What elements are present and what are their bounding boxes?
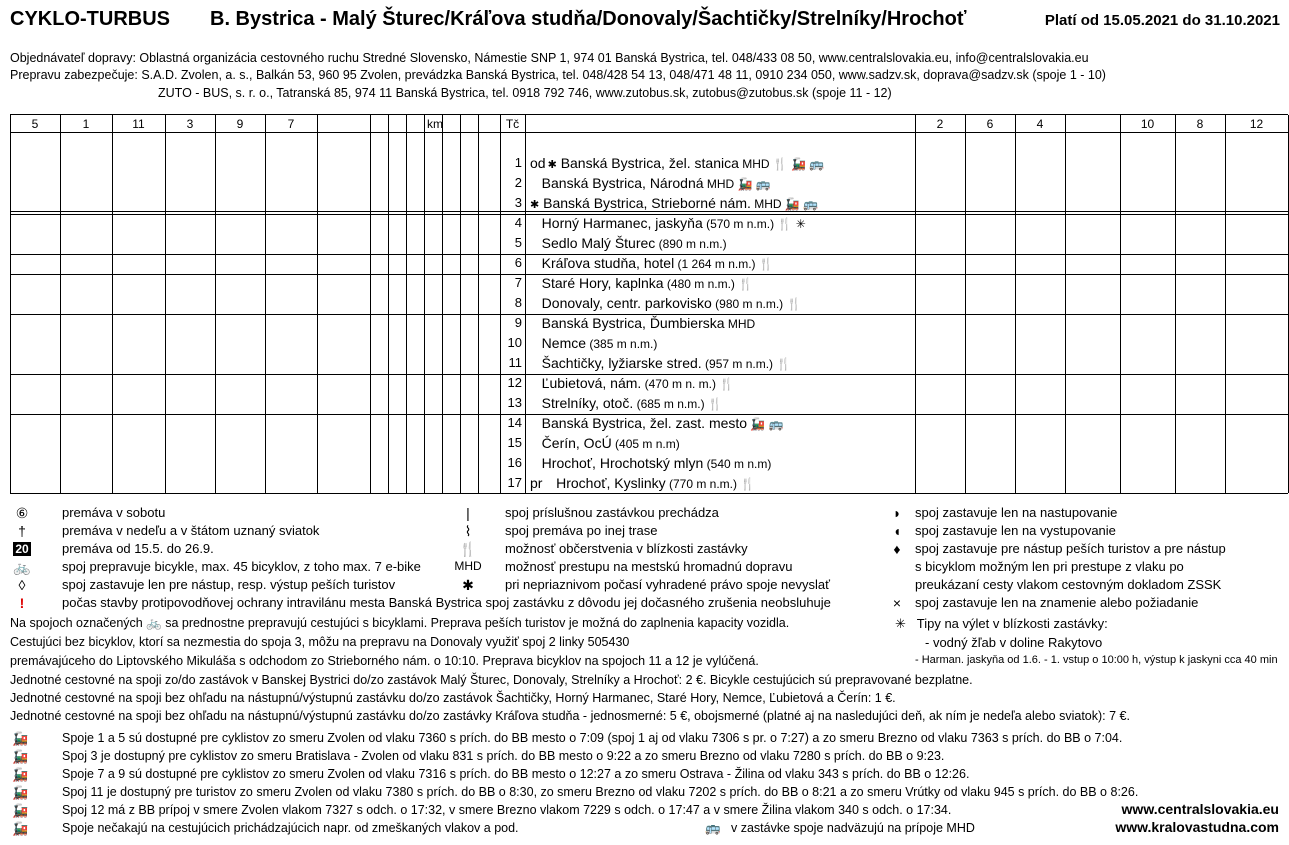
note-3: premávajúceho do Liptovského Mikuláša s odchodom zo Strieborného nám. o 10:10. Preprava bicyklov na spojoch 11 a 12 je vylúčená. xyxy=(10,654,759,668)
column-divider xyxy=(215,115,216,493)
legend-text: preukázaní cesty vlakom cestovným dokladom ZSSK xyxy=(915,577,1222,592)
stop-number: 12 xyxy=(507,375,522,390)
tc-divider xyxy=(525,115,526,493)
stop-number: 10 xyxy=(507,335,522,350)
tip-2: - Harman. jaskyňa od 1.6. - 1. vstup o 10:00 h, výstup k jaskyni cca 40 min xyxy=(915,654,1278,666)
legend-text: spoj príslušnou zastávkou prechádza xyxy=(505,505,719,520)
column-header: 12 xyxy=(1249,117,1264,131)
tc-header: Tč xyxy=(505,117,520,131)
train-note-1: Spoje 1 a 5 sú dostupné pre cyklistov zo smeru Zvolen od vlaku 7360 s prích. do BB mesto o 7:09 (spoj 1 aj od vlaku 7306 s pr. o 7:27) a zo smeru Brezno od vlaku 7363 s prích. do BB o 7:04. xyxy=(62,731,1123,745)
legend-symbol: ⌇ xyxy=(464,523,472,539)
legend-symbol: ♦ xyxy=(893,541,901,557)
train-icon: 🚂 xyxy=(12,803,29,818)
train-note-6: Spoje nečakajú na cestujúcich prichádzajúcich napr. od zmeškaných vlakov a pod. xyxy=(62,821,519,835)
validity-period: Platí od 15.05.2021 do 31.10.2021 xyxy=(1044,12,1280,29)
train-note-5: Spoj 12 má z BB prípoj v smere Zvolen vlakom 7327 s odch. o 17:32, v smere Brezno vlakom 7229 s odch. o 17:47 a v smere Žilina vlakom 340 s odch. o 17:34. xyxy=(62,803,952,817)
stop-name: Sedlo Malý Šturec (890 m n.m.) xyxy=(541,235,727,251)
column-header: 5 xyxy=(31,117,39,131)
website-link-1[interactable]: www.centralslovakia.eu xyxy=(1121,801,1279,817)
legend-symbol: MHD xyxy=(454,559,482,573)
column-divider xyxy=(112,115,113,493)
legend-text: spoj zastavuje len na nastupovanie xyxy=(915,505,1118,520)
stop-number: 6 xyxy=(514,255,522,270)
legend-symbol: × xyxy=(892,595,902,611)
column-divider xyxy=(1225,115,1226,493)
stop-name: Banská Bystrica, Národná MHD 🚂 🚌 xyxy=(541,175,771,191)
column-header: 10 xyxy=(1140,117,1155,131)
stop-number: 1 xyxy=(514,155,522,170)
stop-number: 13 xyxy=(507,395,522,410)
note-6: Jednotné cestovné na spoji bez ohľadu na nástupnú/výstupnú zastávku do/zo zastávky Kráľova studňa - jednosmerné: 5 €, obojsmerné (platné aj na nasledujúci deň, ak ním je nedeľa alebo sviatok): 7 €. xyxy=(10,709,1130,723)
column-header: 4 xyxy=(1036,117,1044,131)
orderer-info: Objednávateľ dopravy: Oblastná organizácia cestovného ruchu Stredné Slovensko, Námestie SNP 1, 974 01 Banská Bystrica, tel. 048/433 08 50, www.centralslovakia.eu, info@centralslovakia.eu xyxy=(10,51,1089,65)
km-divider xyxy=(478,115,479,493)
km-divider xyxy=(370,115,371,493)
legend-symbol: ◊ xyxy=(18,577,26,593)
column-header: 1 xyxy=(82,117,90,131)
stop-name: Hrochoť, Hrochotský mlyn (540 m n.m) xyxy=(541,455,772,471)
column-header: 2 xyxy=(936,117,944,131)
column-divider xyxy=(1120,115,1121,493)
operator-info: Prepravu zabezpečuje: S.A.D. Zvolen, a. s., Balkán 53, 960 95 Zvolen, prevádzka Banská Bystrica, tel. 048/428 54 13, 048/471 48 11, 0910 234 050, www.sadzv.sk, doprava@sadzv.sk (spoje 1 - 10) xyxy=(10,68,1106,82)
train-note-2: Spoj 3 je dostupný pre cyklistov zo smeru Bratislava - Zvolen od vlaku 831 s prích. do BB mesto o 9:22 a zo smeru Brezno od vlaku 7280 s prích. do BB o 9:23. xyxy=(62,749,945,763)
title-row xyxy=(10,8,1280,34)
column-header: 7 xyxy=(287,117,295,131)
column-header: 6 xyxy=(986,117,994,131)
header-separator xyxy=(10,132,1288,133)
stop-number: 16 xyxy=(507,455,522,470)
timetable xyxy=(10,114,1288,494)
stop-number: 15 xyxy=(507,435,522,450)
km-divider xyxy=(442,115,443,493)
legend-text: spoj zastavuje len na vystupovanie xyxy=(915,523,1116,538)
stop-name: Ľubietová, nám. (470 m n. m.) 🍴 xyxy=(541,375,735,391)
km-divider xyxy=(500,115,501,493)
legend-symbol: 20 xyxy=(15,542,29,556)
train-note-4: Spoj 11 je dostupný pre turistov zo smeru Zvolen od vlaku 7380 s prích. do BB o 8:30, zo smeru Brezno od vlaku 7202 s prích. do BB o 8:21 a zo smeru Vrútky od vlaku 945 s prích. do BB o 8:26. xyxy=(62,785,1139,799)
stop-name: Banská Bystrica, žel. zast. mesto 🚂 🚌 xyxy=(541,415,784,431)
stop-name: ✱ Banská Bystrica, Strieborné nám. MHD 🚂 🚌 xyxy=(530,195,819,211)
column-divider xyxy=(265,115,266,493)
column-header: 3 xyxy=(186,117,194,131)
legend-text: spoj zastavuje pre nástup peších turistov a pre nástup xyxy=(915,541,1226,556)
train-icon: 🚂 xyxy=(12,749,29,764)
stop-number: 4 xyxy=(514,215,522,230)
tips-title: ✳ Tipy na výlet v blízkosti zastávky: xyxy=(895,616,1108,631)
train-icon: 🚂 xyxy=(12,731,29,746)
km-divider xyxy=(406,115,407,493)
train-icon: 🚂 xyxy=(12,821,29,836)
train-note-3: Spoje 7 a 9 sú dostupné pre cyklistov zo smeru Zvolen od vlaku 7316 s prích. do BB mesto o 12:27 a zo smeru Ostrava - Žilina od vlaku 343 s prích. do BB o 12:26. xyxy=(62,767,970,781)
tip-1: - vodný žľab v doline Rakytovo xyxy=(925,635,1103,650)
stop-name: Nemce (385 m n.m.) xyxy=(541,335,658,351)
column-divider xyxy=(10,115,11,493)
note-5: Jednotné cestovné na spoji bez ohľadu na nástupnú/výstupnú zastávku do/zo zastávok Šachtičky, Horný Harmanec, Staré Hory, Nemce, Ľubietová a Čerín: 1 €. xyxy=(10,691,896,705)
note-2: Cestujúci bez bicyklov, ktorí sa nezmestia do spoja 3, môžu na prepravu na Donovaly využiť spoj 2 linky 505430 xyxy=(10,635,630,649)
stop-number: 5 xyxy=(514,235,522,250)
legend-text: spoj zastavuje len pre nástup, resp. výstup peších turistov xyxy=(62,577,396,592)
column-divider xyxy=(165,115,166,493)
stop-name: od ✱ Banská Bystrica, žel. stanica MHD 🍴 🚂 🚌 xyxy=(530,155,825,171)
legend-text: spoj premáva po inej trase xyxy=(505,523,658,538)
legend-symbol: ✱ xyxy=(462,577,474,593)
legend-text: možnosť prestupu na mestskú hromadnú dopravu xyxy=(505,559,793,574)
stop-number: 7 xyxy=(514,275,522,290)
stop-number: 3 xyxy=(514,195,522,210)
stop-number: 2 xyxy=(514,175,522,190)
column-divider xyxy=(1015,115,1016,493)
bus-icon: 🚌 xyxy=(705,821,721,835)
column-header: 11 xyxy=(132,117,145,131)
legend-symbol: ⑥ xyxy=(15,505,29,521)
stop-name: Donovaly, centr. parkovisko (980 m n.m.) 🍴 xyxy=(541,295,802,311)
stop-number: 9 xyxy=(514,315,522,330)
stop-name: Šachtičky, lyžiarske stred. (957 m n.m.) 🍴 xyxy=(541,355,792,371)
train-icon: 🚂 xyxy=(12,785,29,800)
legend-text: spoj prepravuje bicykle, max. 45 bicyklov, z toho max. 7 e-bike xyxy=(62,559,421,574)
stop-name: Čerín, OcÚ (405 m n.m) xyxy=(541,435,680,451)
km-divider xyxy=(388,115,389,493)
stop-number: 8 xyxy=(514,295,522,310)
stop-number: 14 xyxy=(507,415,522,430)
legend-symbol: ! xyxy=(19,595,25,611)
stop-number: 17 xyxy=(507,475,522,490)
stop-name: Strelníky, otoč. (685 m n.m.) 🍴 xyxy=(541,395,723,411)
stop-name: pr Hrochoť, Kyslinky (770 m n.m.) 🍴 xyxy=(530,475,756,491)
stop-name: Staré Hory, kaplnka (480 m n.m.) 🍴 xyxy=(541,275,754,291)
legend-symbol: 🚲 xyxy=(13,559,31,575)
column-divider xyxy=(1175,115,1176,493)
column-divider xyxy=(317,115,318,493)
route-title: B. Bystrica - Malý Šturec/Kráľova studňa/Donovaly/Šachtičky/Strelníky/Hrochoť xyxy=(210,8,967,30)
column-header: 9 xyxy=(236,117,244,131)
legend-text: premáva od 15.5. do 26.9. xyxy=(62,541,214,556)
legend-symbol: 🍴 xyxy=(459,541,477,557)
km-header: km xyxy=(427,117,443,131)
legend-text: s bicyklom možným len pri prestupe z vlaku po xyxy=(915,559,1184,574)
note-1: Na spojoch označených 🚲 sa prednostne prepravujú cestujúci s bicyklami. Preprava peších turistov je možná do zaplnenia kapacity vozidla. xyxy=(10,616,790,630)
note-4: Jednotné cestovné na spoji zo/do zastávok v Banskej Bystrici do/zo zastávok Malý Šturec, Donovaly, Strelníky a Hrochoť: 2 €. Bicykle cestujúcich sú prepravované bezplatne. xyxy=(10,673,973,687)
column-divider xyxy=(1065,115,1066,493)
km-divider xyxy=(460,115,461,493)
operator-info-2: ZUTO - BUS, s. r. o., Tatranská 85, 974 11 Banská Bystrica, tel. 0918 792 746, www.zutobus.sk, zutobus@zutobus.sk (spoje 11 - 12) xyxy=(158,86,892,100)
legend-text: premáva v sobotu xyxy=(62,505,166,520)
train-icon: 🚂 xyxy=(12,767,29,782)
stop-name: Kráľova studňa, hotel (1 264 m n.m.) 🍴 xyxy=(541,255,774,271)
legend-text: spoj zastavuje len na znamenie alebo požiadanie xyxy=(915,595,1199,610)
legend-text: premáva v nedeľu a v štátom uznaný sviatok xyxy=(62,523,320,538)
stop-name: Banská Bystrica, Ďumbierska MHD xyxy=(541,315,756,331)
website-link-2[interactable]: www.kralovastudna.com xyxy=(1115,819,1279,835)
legend-symbol: | xyxy=(466,505,470,521)
column-divider xyxy=(915,115,916,493)
column-header: 8 xyxy=(1196,117,1204,131)
mhd-note: 🚌 v zastávke spoje nadväzujú na prípoje MHD xyxy=(705,821,975,835)
column-divider xyxy=(60,115,61,493)
legend-symbol: ◖ xyxy=(892,523,902,539)
legend-symbol: ◗ xyxy=(892,505,902,521)
column-divider xyxy=(965,115,966,493)
km-divider xyxy=(424,115,425,493)
stop-name: Horný Harmanec, jaskyňa (570 m n.m.) 🍴 ✳ xyxy=(541,215,806,231)
legend-text: pri nepriaznivom počasí vyhradené právo spoje nevysl​ať xyxy=(505,577,830,592)
brand-title: CYKLO-TURBUS xyxy=(10,8,170,30)
stop-number: 11 xyxy=(508,355,522,370)
legend-text: počas stavby protipovodňovej ochrany intravilánu mesta Banská Bystrica spoj zastávku z dôvodu jej dočasného zrušenia neobsluhuje xyxy=(62,595,831,610)
legend-symbol: † xyxy=(18,523,26,539)
legend-text: možnosť občerstvenia v blízkosti zastávky xyxy=(505,541,748,556)
